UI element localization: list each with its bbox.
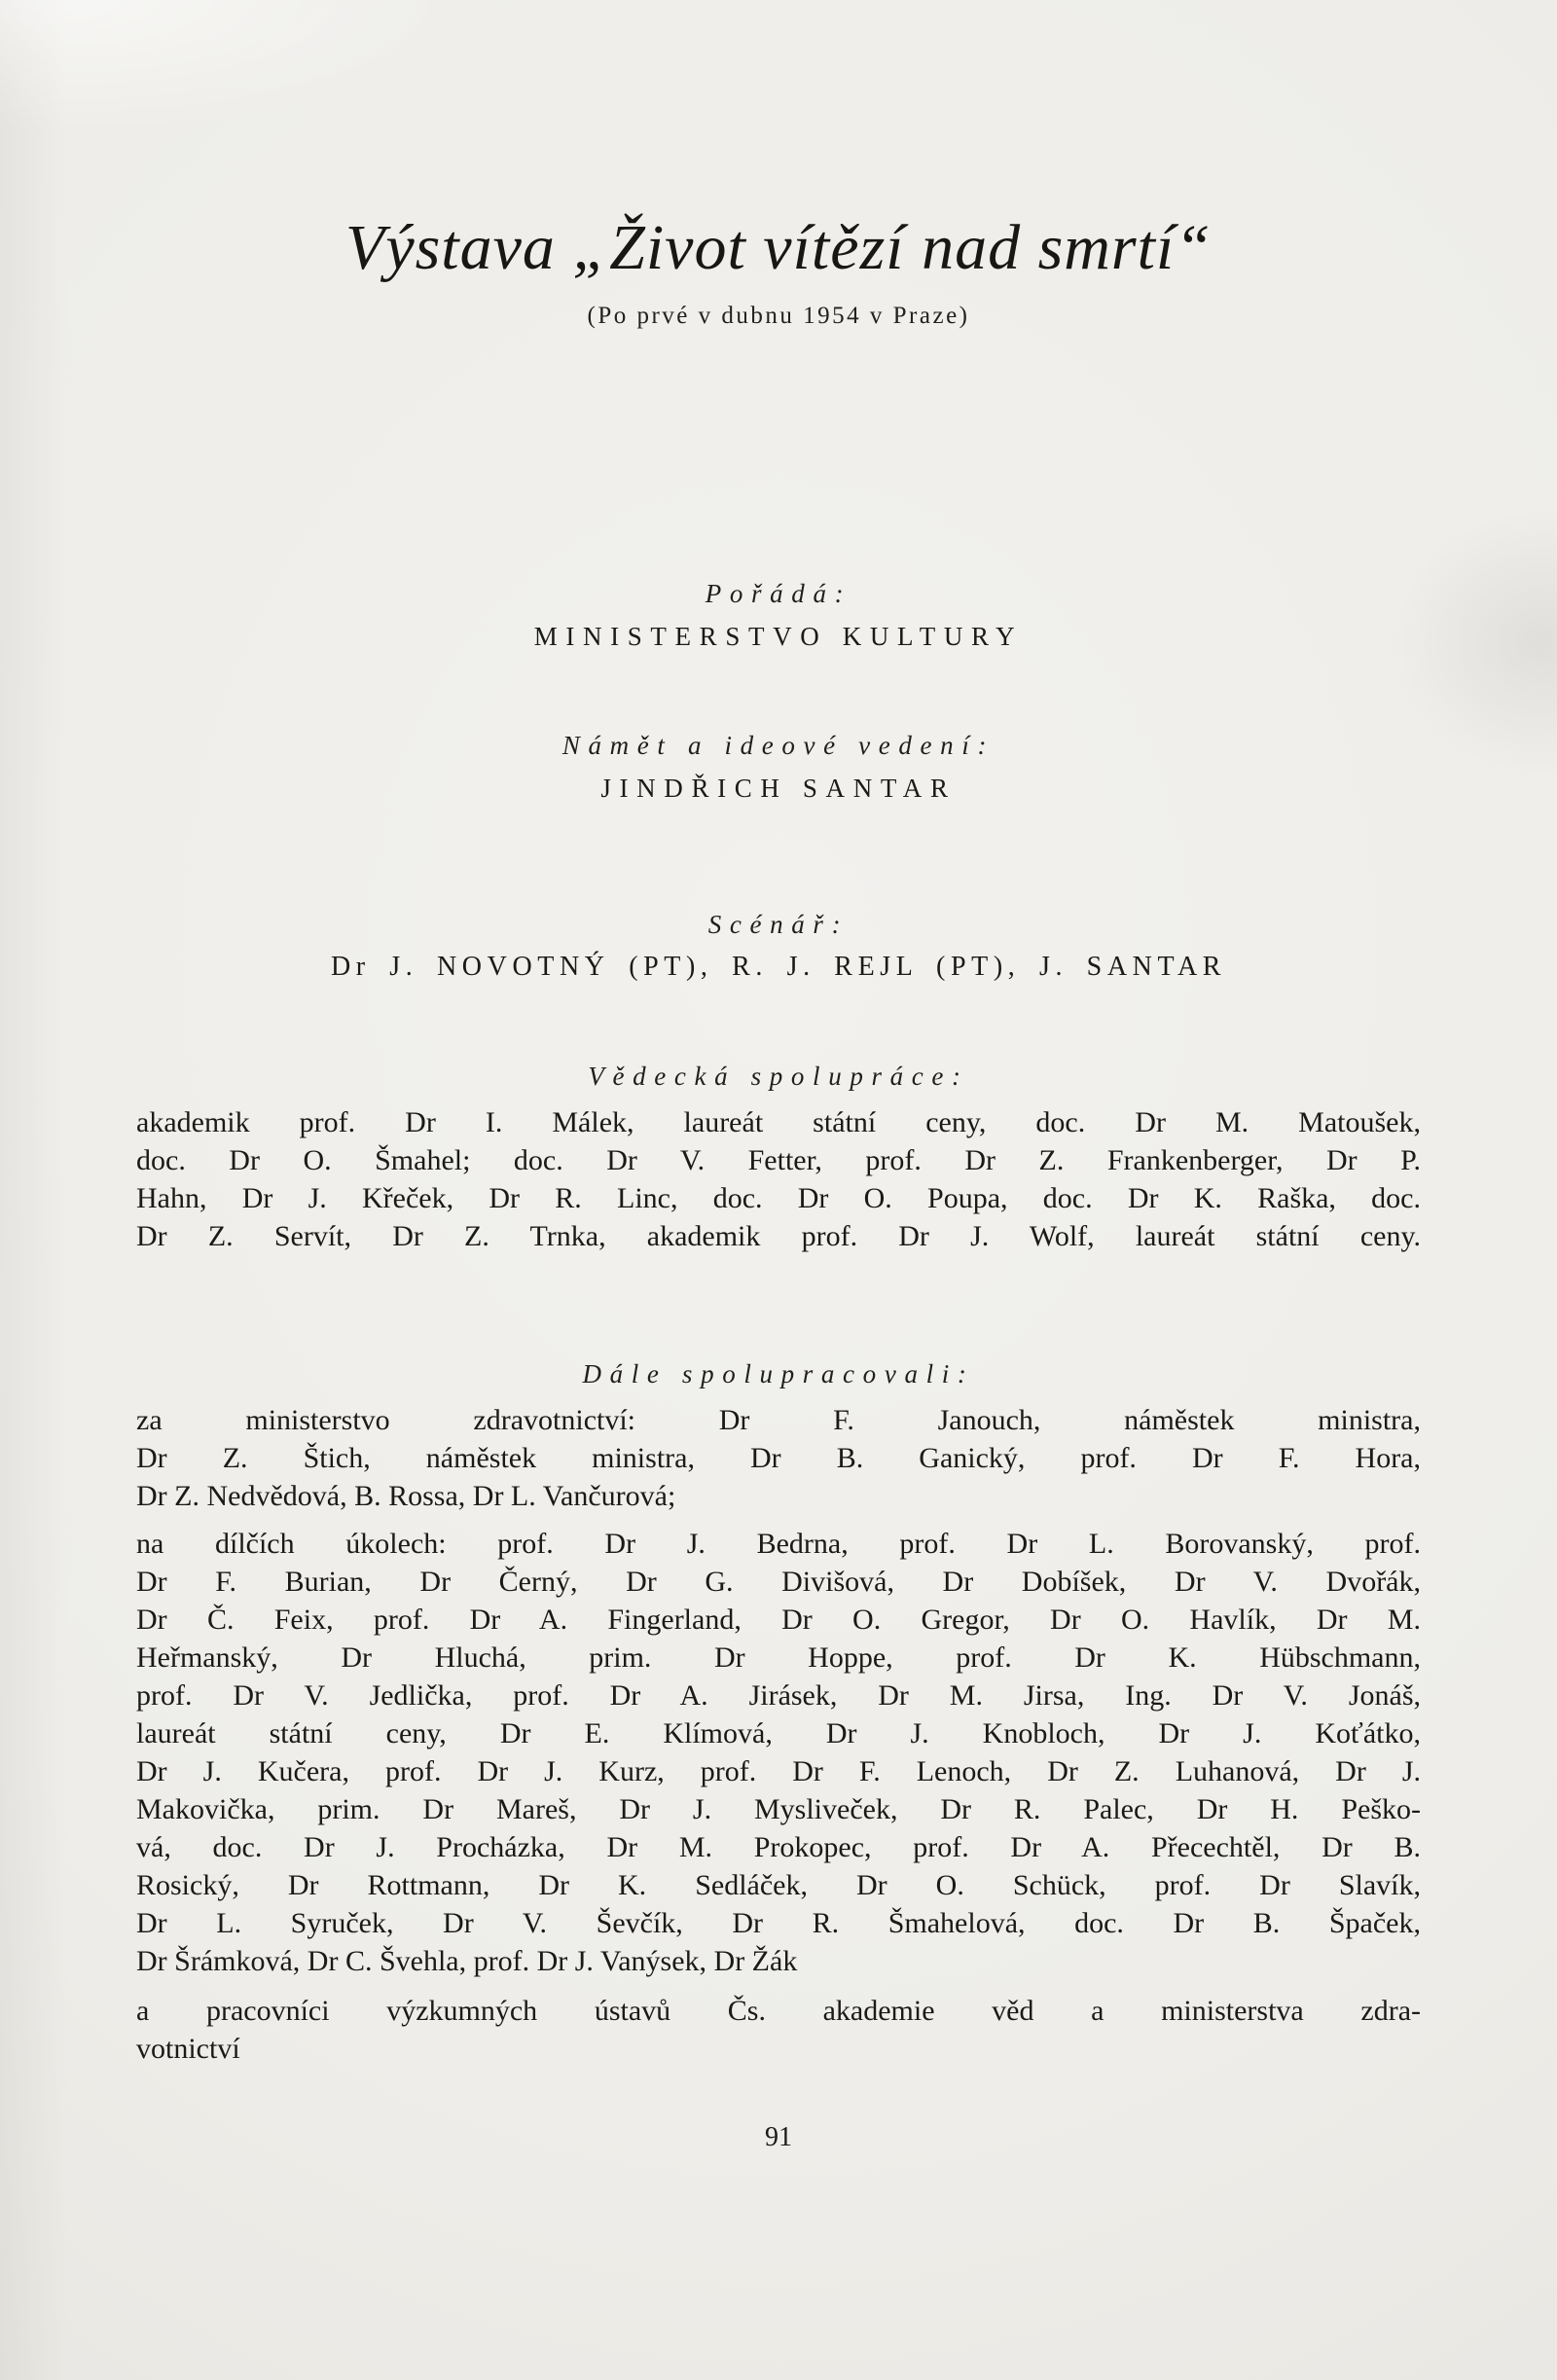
text-line: Dr F. Burian, Dr Černý, Dr G. Divišová, Dr Dobíšek, Dr V. Dvořák, <box>136 1566 1421 1598</box>
ministry-collaborators-text <box>136 1401 1421 1515</box>
text-line: akademik prof. Dr I. Málek, laureát státní ceny, doc. Dr M. Matoušek, <box>136 1106 1421 1138</box>
organizer-name: MINISTERSTVO KULTURY <box>533 622 1024 651</box>
concept-heading: Námět a ideové vedení: <box>561 731 996 760</box>
text-line: Heřmanský, Dr Hluchá, prim. Dr Hoppe, prof. Dr K. Hübschmann, <box>136 1641 1421 1674</box>
page-subtitle: (Po prvé v dubnu 1954 v Praze) <box>587 303 970 329</box>
text-line: laureát státní ceny, Dr E. Klímová, Dr J. Knobloch, Dr J. Koťátko, <box>136 1717 1421 1749</box>
page-title: Výstava „Život vítězí nad smrtí“ <box>345 212 1212 283</box>
text-line: votnictví <box>136 2033 240 2065</box>
organizer-heading: Pořádá: <box>705 579 852 608</box>
text-line: Makovička, prim. Dr Mareš, Dr J. Mysliveček, Dr R. Palec, Dr H. Peško- <box>136 1793 1421 1825</box>
closing-text <box>136 1992 1421 2068</box>
text-line: doc. Dr O. Šmahel; doc. Dr V. Fetter, prof. Dr Z. Frankenberger, Dr P. <box>136 1144 1421 1176</box>
text-line: a pracovníci výzkumných ústavů Čs. akademie věd a ministerstva zdra- <box>136 1995 1421 2027</box>
text-line: vá, doc. Dr J. Procházka, Dr M. Prokopec, prof. Dr A. Přecechtěl, Dr B. <box>136 1831 1421 1863</box>
text-line: Dr Z. Štich, náměstek ministra, Dr B. Ganický, prof. Dr F. Hora, <box>136 1442 1421 1474</box>
text-line: Rosický, Dr Rottmann, Dr K. Sedláček, Dr O. Schück, prof. Dr Slavík, <box>136 1869 1421 1901</box>
page-number: 91 <box>765 2122 792 2152</box>
text-line: Dr Č. Feix, prof. Dr A. Fingerland, Dr O. Gregor, Dr O. Havlík, Dr M. <box>136 1604 1421 1636</box>
text-line: Dr J. Kučera, prof. Dr J. Kurz, prof. Dr F. Lenoch, Dr Z. Luhanová, Dr J. <box>136 1755 1421 1787</box>
text-line: na dílčích úkolech: prof. Dr J. Bedrna, prof. Dr L. Borovanský, prof. <box>136 1528 1421 1560</box>
text-line: Dr Z. Nedvědová, B. Rossa, Dr L. Vančurová; <box>136 1480 676 1512</box>
text-line: prof. Dr V. Jedlička, prof. Dr A. Jirásek, Dr M. Jirsa, Ing. Dr V. Jonáš, <box>136 1679 1421 1712</box>
scenario-heading: Scénář: <box>707 910 850 939</box>
page-content <box>136 206 1421 2155</box>
scientific-collaboration-text <box>136 1103 1421 1255</box>
scenario-credits: Dr J. NOVOTNÝ (PT), R. J. REJL (PT), J. SANTAR <box>330 952 1227 982</box>
collaborators-heading: Dále spolupracovali: <box>582 1359 975 1388</box>
text-line: Hahn, Dr J. Křeček, Dr R. Linc, doc. Dr O. Poupa, doc. Dr K. Raška, doc. <box>136 1182 1421 1214</box>
text-line: za ministerstvo zdravotnictví: Dr F. Janouch, náměstek ministra, <box>136 1404 1421 1436</box>
text-line: Dr Z. Servít, Dr Z. Trnka, akademik prof. Dr J. Wolf, laureát státní ceny. <box>136 1220 1421 1252</box>
text-line: Dr L. Syruček, Dr V. Ševčík, Dr R. Šmahelová, doc. Dr B. Špaček, <box>136 1907 1421 1939</box>
specific-tasks-text <box>136 1525 1421 1980</box>
scientific-collaboration-heading: Vědecká spolupráce: <box>588 1062 969 1091</box>
concept-name: JINDŘICH SANTAR <box>600 774 957 803</box>
text-line: Dr Šrámková, Dr C. Švehla, prof. Dr J. Vanýsek, Dr Žák <box>136 1945 798 1977</box>
